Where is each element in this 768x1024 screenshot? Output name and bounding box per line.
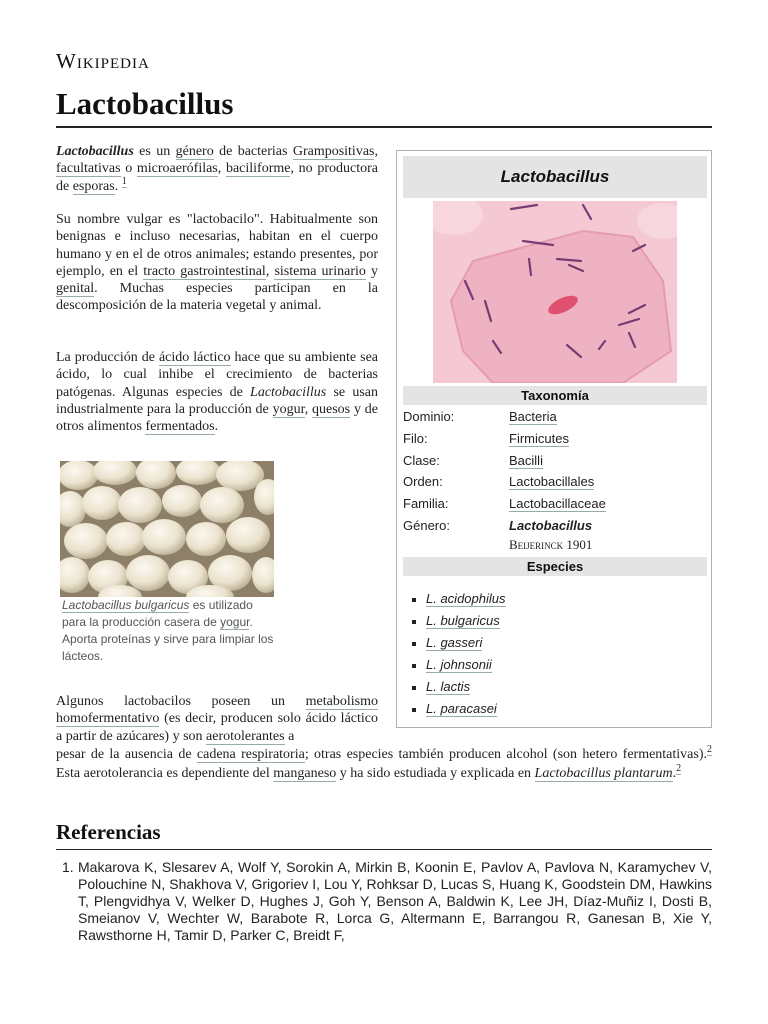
text: o — [120, 161, 137, 177]
species-link[interactable]: L. paracasei — [426, 701, 497, 716]
taxon-rank-label: Clase: — [403, 453, 440, 468]
taxon-row-domain — [403, 409, 707, 429]
text: y de otros alimentos — [56, 401, 378, 435]
text: (es decir, producen solo ácido láctico a partir de azúcares) y son — [56, 711, 378, 744]
taxon-row-genus — [403, 518, 707, 538]
text: . Muchas especies participan en la descomposición de la materia vegetal y animal. — [56, 281, 378, 314]
references-list — [62, 859, 712, 944]
references-divider — [56, 849, 712, 850]
species-item — [409, 635, 506, 657]
link-facultativas[interactable]: facultativas — [56, 161, 121, 177]
caption-link-bulgaricus[interactable]: Lactobacillus bulgaricus — [62, 598, 190, 612]
text: y — [365, 263, 378, 279]
species-link[interactable]: L. lactis — [426, 679, 471, 694]
link-fermentados[interactable]: fermentados — [145, 419, 215, 435]
text: se usan industrialmente para la producción de — [56, 384, 378, 417]
link-acido-lactico[interactable]: ácido láctico — [158, 350, 231, 365]
text: , — [374, 144, 378, 159]
taxobox-title: Lactobacillus — [403, 156, 707, 198]
citation-1[interactable]: 1 — [121, 175, 127, 187]
text: . Aporta proteínas y sirve para limpiar los lácteos. — [62, 615, 274, 663]
taxon-link-family[interactable]: Lactobacillaceae — [509, 496, 606, 511]
species-item — [409, 591, 506, 613]
text: es un — [133, 144, 176, 159]
taxon-rank-label: Dominio: — [403, 409, 455, 424]
taxon-row-class — [403, 453, 707, 473]
intro-paragraph — [56, 143, 378, 195]
figure-caption — [62, 597, 276, 665]
title-divider — [56, 126, 712, 128]
species-item — [409, 701, 506, 723]
link-esporas[interactable]: esporas — [72, 178, 115, 194]
species-link[interactable]: L. acidophilus — [426, 591, 506, 606]
italic-term: Lactobacillus — [250, 384, 327, 400]
text: es utilizado para la producción casera de — [62, 598, 253, 629]
reference-item — [62, 859, 712, 944]
paragraph-4-continued — [56, 745, 712, 783]
caption-link-yogur[interactable]: yogur — [220, 615, 250, 629]
taxobox — [396, 150, 712, 728]
species-link[interactable]: L. bulgaricus — [426, 613, 500, 628]
taxon-rank-label: Orden: — [403, 474, 443, 489]
taxon-link-order[interactable]: Lactobacillales — [509, 474, 595, 489]
taxon-link-class[interactable]: Bacilli — [509, 453, 543, 468]
wikipedia-logo[interactable]: Wikipedia — [56, 49, 150, 73]
text: y ha sido estudiada y explicada en — [336, 766, 535, 781]
citation-2b[interactable]: 2 — [676, 763, 682, 775]
text: Esta aerotolerancia es dependiente del — [56, 766, 274, 781]
text: , — [304, 401, 313, 417]
text: hace que su ambiente sea ácido, lo cual inhibe el crecimiento de bacterias patógenas. Algunas especies de — [56, 350, 378, 400]
link-lactobacillus-plantarum[interactable]: Lactobacillus plantarum — [534, 766, 673, 781]
paragraph-3 — [56, 349, 378, 435]
link-genital[interactable]: genital — [56, 281, 95, 297]
lead-term: Lactobacillus — [56, 144, 134, 159]
species-item — [409, 679, 506, 701]
authority-link[interactable]: Beijerinck 1901 — [509, 537, 593, 552]
taxon-link-domain[interactable]: Bacteria — [509, 409, 557, 424]
citation-2[interactable]: 2 — [707, 744, 713, 756]
reference-number: 1. — [62, 859, 74, 875]
text: Su nombre vulgar es "lactobacilo". Habitualmente son benignas e incluso necesarias, habitan en el cuerpo humano y en el de otros animales; estando presentes, por ejemplo, en el — [56, 212, 378, 279]
taxon-row-family — [403, 496, 707, 516]
text: ; otras especies también producen alcohol (son hetero fermentativas). — [304, 747, 708, 762]
taxon-authority — [509, 537, 592, 553]
species-link[interactable]: L. johnsonii — [426, 657, 492, 672]
link-microaerofilas[interactable]: microaerófilas — [136, 161, 218, 177]
link-tracto-gastrointestinal[interactable]: tracto gastrointestinal — [143, 263, 266, 279]
article-title: Lactobacillus — [56, 86, 234, 121]
link-baciliforme[interactable]: baciliforme — [225, 161, 291, 177]
text: , no productora de — [56, 161, 378, 194]
taxon-row-phylum — [403, 431, 707, 451]
text: , — [217, 161, 226, 177]
link-yogur[interactable]: yogur — [272, 401, 305, 417]
species-item — [409, 657, 506, 679]
text: pesar de la ausencia de — [56, 747, 197, 762]
reference-text: Makarova K, Slesarev A, Wolf Y, Sorokin A, Mirkin B, Koonin E, Pavlov A, Pavlova N, Karamychev V, Polouchine N, Shakhova V, Grigoriev I, Lou Y, Rohksar D, Lucas S, Huang K, Goodstein DM, Hawkins T, Plengvidhya V, Welker D, Hughes J, Goh Y, Benson A, Baldwin K, Lee JH, Díaz-Muñiz I, Dosti B, Smeianov V, Wechter W, Barabote R, Lorca G, Altermann E, Barrangou R, Ganesan B, Xie Y, Rawsthorne H, Tamir D, Parker C, Breidt F, — [78, 859, 712, 943]
species-header: Especies — [403, 557, 707, 576]
taxon-link-phylum[interactable]: Firmicutes — [509, 431, 569, 446]
link-quesos[interactable]: quesos — [312, 401, 351, 417]
text: Algunos lactobacilos poseen un — [56, 694, 306, 709]
references-heading: Referencias — [56, 820, 161, 844]
species-link[interactable]: L. gasseri — [426, 635, 483, 650]
link-grampositivas[interactable]: Grampositivas — [292, 144, 375, 159]
text: de bacterias — [213, 144, 293, 159]
text: a — [284, 728, 295, 744]
text: . — [114, 178, 119, 194]
taxon-row-order — [403, 474, 707, 494]
taxon-rank-label: Familia: — [403, 496, 449, 511]
text: . — [672, 766, 677, 781]
lactobacillus-micrograph[interactable] — [433, 201, 677, 383]
link-cadena-respiratoria[interactable]: cadena respiratoria — [196, 747, 305, 762]
paragraph-4 — [56, 693, 378, 745]
link-sistema-urinario[interactable]: sistema urinario — [274, 263, 366, 279]
taxon-rank-label: Género: — [403, 518, 450, 533]
yogurt-grains-image[interactable] — [60, 461, 274, 597]
text: . — [214, 419, 219, 435]
species-item — [409, 613, 506, 635]
link-genero[interactable]: género — [175, 144, 214, 159]
taxon-genus-value: Lactobacillus — [509, 518, 593, 533]
text: , — [265, 263, 275, 279]
text: La producción de — [56, 350, 159, 365]
species-list — [409, 591, 506, 723]
link-manganeso[interactable]: manganeso — [273, 766, 337, 781]
taxonomy-header: Taxonomía — [403, 386, 707, 405]
link-aerotolerantes[interactable]: aerotolerantes — [206, 728, 285, 744]
taxon-rank-label: Filo: — [403, 431, 428, 446]
paragraph-2 — [56, 211, 378, 315]
link-metabolismo-homofermentativo[interactable]: metabolismo homofermentativo — [56, 694, 378, 727]
